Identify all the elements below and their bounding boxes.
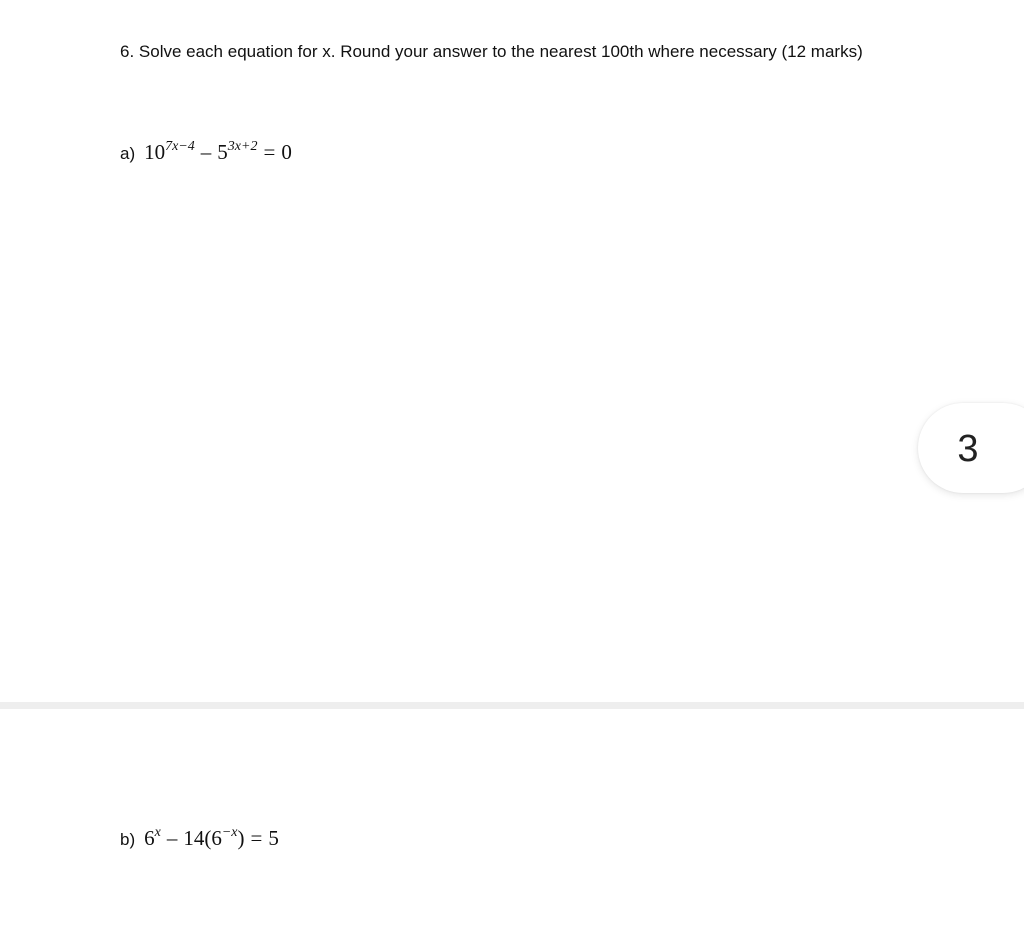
part-b-equals: = xyxy=(250,826,263,850)
page-number: 3 xyxy=(957,428,979,470)
part-b-inner-exponent: −x xyxy=(221,825,238,840)
page-divider xyxy=(0,702,1024,709)
part-a-term1-exponent: 7x−4 xyxy=(165,139,195,154)
part-b-equation xyxy=(144,826,279,851)
part-a-equation xyxy=(144,140,292,165)
part-b xyxy=(120,826,279,851)
part-b-minus: – xyxy=(166,826,178,850)
part-b-label: b) xyxy=(120,830,136,849)
part-a-term2-base: 5 xyxy=(217,140,228,164)
part-a-equals: = xyxy=(263,140,276,164)
part-b-term1-base: 6 xyxy=(144,826,155,850)
page-number-badge xyxy=(918,403,1024,493)
part-b-close-paren: ) xyxy=(237,826,245,850)
question-text: 6. Solve each equation for x. Round your answer to the nearest 100th where necessary (12 marks) xyxy=(120,42,863,61)
part-a-minus: – xyxy=(200,140,212,164)
part-a xyxy=(120,140,292,165)
part-b-coefficient: 14(6 xyxy=(183,826,222,850)
part-a-term1-base: 10 xyxy=(144,140,166,164)
part-a-label: a) xyxy=(120,144,136,163)
part-a-rhs: 0 xyxy=(281,140,292,164)
part-b-rhs: 5 xyxy=(268,826,279,850)
part-b-term1-exponent: x xyxy=(154,825,161,840)
part-a-term2-exponent: 3x+2 xyxy=(227,139,258,154)
